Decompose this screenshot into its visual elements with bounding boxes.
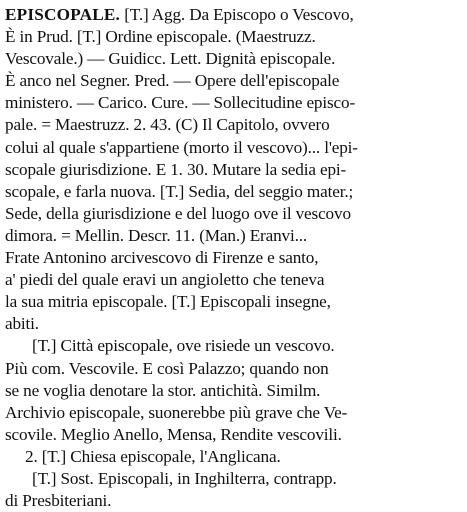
entry-line-18: se ne voglia denotare la stor. antichità. Similm. — [5, 380, 321, 400]
entry-line-2: È in Prud. [T.] Ordine episcopale. (Maestruzz. — [5, 27, 316, 47]
entry-line-19: Archivio episcopale, suonerebbe più grave che Ve- — [5, 402, 348, 422]
headword: EPISCOPALE. — [5, 5, 121, 24]
entry-line-7: colui al quale s'appartiene (morto il vescovo)... l'epi- — [5, 137, 358, 157]
entry-line-6: pale. = Maestruzz. 2. 43. (C) Il Capitolo, ovvero — [5, 115, 330, 135]
entry-line-23: di Presbiteriani. — [5, 491, 112, 511]
entry-line-12: Frate Antonino arcivescovo di Firenze e santo, — [5, 248, 319, 268]
entry-line-13: a' piedi del quale eravi un angioletto che teneva — [5, 270, 325, 290]
entry-line-4: È anco nel Segner. Pred. — Opere dell'episcopale — [5, 71, 340, 91]
entry-line-20: scovile. Meglio Anello, Mensa, Rendite vescovili. — [5, 424, 342, 444]
entry-line-11: dimora. = Mellin. Descr. 11. (Man.) Eranvi... — [5, 225, 308, 245]
entry-line-5: ministero. — Carico. Cure. — Sollecitudine episco- — [5, 93, 356, 113]
entry-line-9: scopale, e farla nuova. [T.] Sedia, del seggio mater.; — [5, 181, 354, 201]
entry-line-17: Più com. Vescovile. E così Palazzo; quando non — [5, 358, 329, 378]
entry-line-15: abiti. — [5, 314, 39, 334]
entry-line-3: Vescovale.) — Guidicc. Lett. Dignità episcopale. — [5, 49, 336, 69]
entry-line-21: 2. [T.] Chiesa episcopale, l'Anglicana. — [25, 446, 281, 466]
entry-line-14: la sua mitria episcopale. [T.] Episcopali insegne, — [5, 292, 331, 312]
entry-line-22: [T.] Sost. Episcopali, in Inghilterra, contrapp. — [32, 468, 337, 488]
entry-line-1 — [5, 4, 461, 26]
entry-line-1-text: [T.] Agg. Da Episcopo o Vescovo, — [120, 5, 354, 24]
entry-line-8: scopale giurisdizione. E 1. 30. Mutare la sedia epi- — [5, 159, 347, 179]
entry-line-10: Sede, della giurisdizione e del luogo ove il vescovo — [5, 203, 351, 223]
entry-line-16: [T.] Città episcopale, ove risiede un vescovo. — [32, 336, 335, 356]
